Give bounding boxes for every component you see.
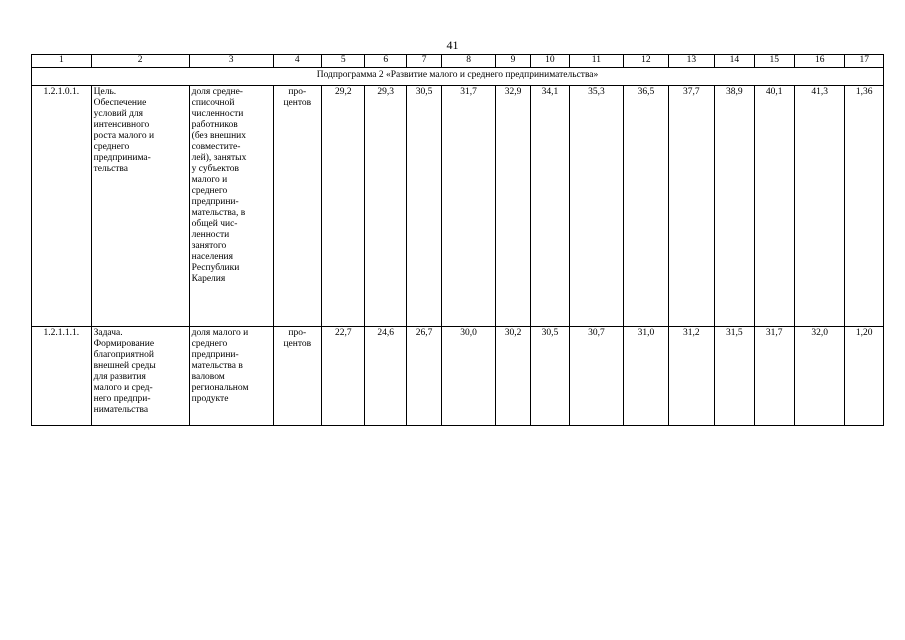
value-cell: 37,7: [668, 86, 714, 327]
indicators-table: [31, 54, 884, 426]
value-cell: 30,5: [406, 86, 441, 327]
value-cell: 41,3: [794, 86, 845, 327]
value-cell: 1,20: [845, 327, 884, 426]
column-number-row: [32, 55, 884, 68]
unit-cell: [273, 86, 322, 327]
column-number: 4: [273, 55, 322, 68]
indicator-text: доля средне- списочной численности работников (без внешних совместите- лей), занятых у субъектов малого и среднего предприни- мательства, в общей чис- ленности занятого населения Республики Карелия: [191, 87, 247, 284]
goal-text: Цель. Обеспечение условий для интенсивного роста малого и среднего предпринима- тельства: [93, 87, 155, 174]
subprogram-row: [32, 68, 884, 86]
table-row: [32, 327, 884, 426]
indicator-cell: [189, 86, 273, 327]
column-number: 10: [531, 55, 569, 68]
goal-cell: [91, 327, 189, 426]
column-number: 16: [794, 55, 845, 68]
column-number: 11: [569, 55, 624, 68]
column-number: 7: [406, 55, 441, 68]
subprogram-title: Подпрограмма 2 «Развитие малого и среднего предпринимательства»: [32, 68, 884, 86]
column-number: 15: [754, 55, 794, 68]
value-cell: 31,2: [668, 327, 714, 426]
value-cell: 31,7: [442, 86, 496, 327]
value-cell: 30,5: [531, 327, 569, 426]
table-row: [32, 86, 884, 327]
goal-text: Задача. Формирование благоприятной внешней среды для развития малого и сред- него предпри- нимательства: [93, 328, 156, 415]
column-number: 17: [845, 55, 884, 68]
value-cell: 34,1: [531, 86, 569, 327]
value-cell: 26,7: [406, 327, 441, 426]
value-cell: 29,3: [365, 86, 406, 327]
value-cell: 1,36: [845, 86, 884, 327]
value-cell: 35,3: [569, 86, 624, 327]
indicator-cell: [189, 327, 273, 426]
column-number: 5: [322, 55, 365, 68]
page-number: 41: [446, 38, 459, 52]
unit-cell: [273, 327, 322, 426]
value-cell: 30,2: [495, 327, 530, 426]
column-number: 3: [189, 55, 273, 68]
indicator-code: 1.2.1.1.1.: [32, 327, 92, 426]
column-number: 12: [624, 55, 668, 68]
indicator-text: доля малого и среднего предприни- мательства в валовом региональном продукте: [191, 328, 249, 404]
goal-cell: [91, 86, 189, 327]
column-number: 2: [91, 55, 189, 68]
value-cell: 31,0: [624, 327, 668, 426]
unit-text: про- центов: [283, 328, 312, 349]
value-cell: 24,6: [365, 327, 406, 426]
column-number: 14: [715, 55, 754, 68]
column-number: 13: [668, 55, 714, 68]
value-cell: 31,7: [754, 327, 794, 426]
value-cell: 31,5: [715, 327, 754, 426]
value-cell: 32,0: [794, 327, 845, 426]
value-cell: 38,9: [715, 86, 754, 327]
column-number: 8: [442, 55, 496, 68]
indicator-code: 1.2.1.0.1.: [32, 86, 92, 327]
value-cell: 36,5: [624, 86, 668, 327]
column-number: 1: [32, 55, 92, 68]
column-number: 6: [365, 55, 406, 68]
value-cell: 22,7: [322, 327, 365, 426]
value-cell: 40,1: [754, 86, 794, 327]
value-cell: 32,9: [495, 86, 530, 327]
unit-text: про- центов: [283, 87, 312, 108]
value-cell: 29,2: [322, 86, 365, 327]
value-cell: 30,7: [569, 327, 624, 426]
value-cell: 30,0: [442, 327, 496, 426]
column-number: 9: [495, 55, 530, 68]
